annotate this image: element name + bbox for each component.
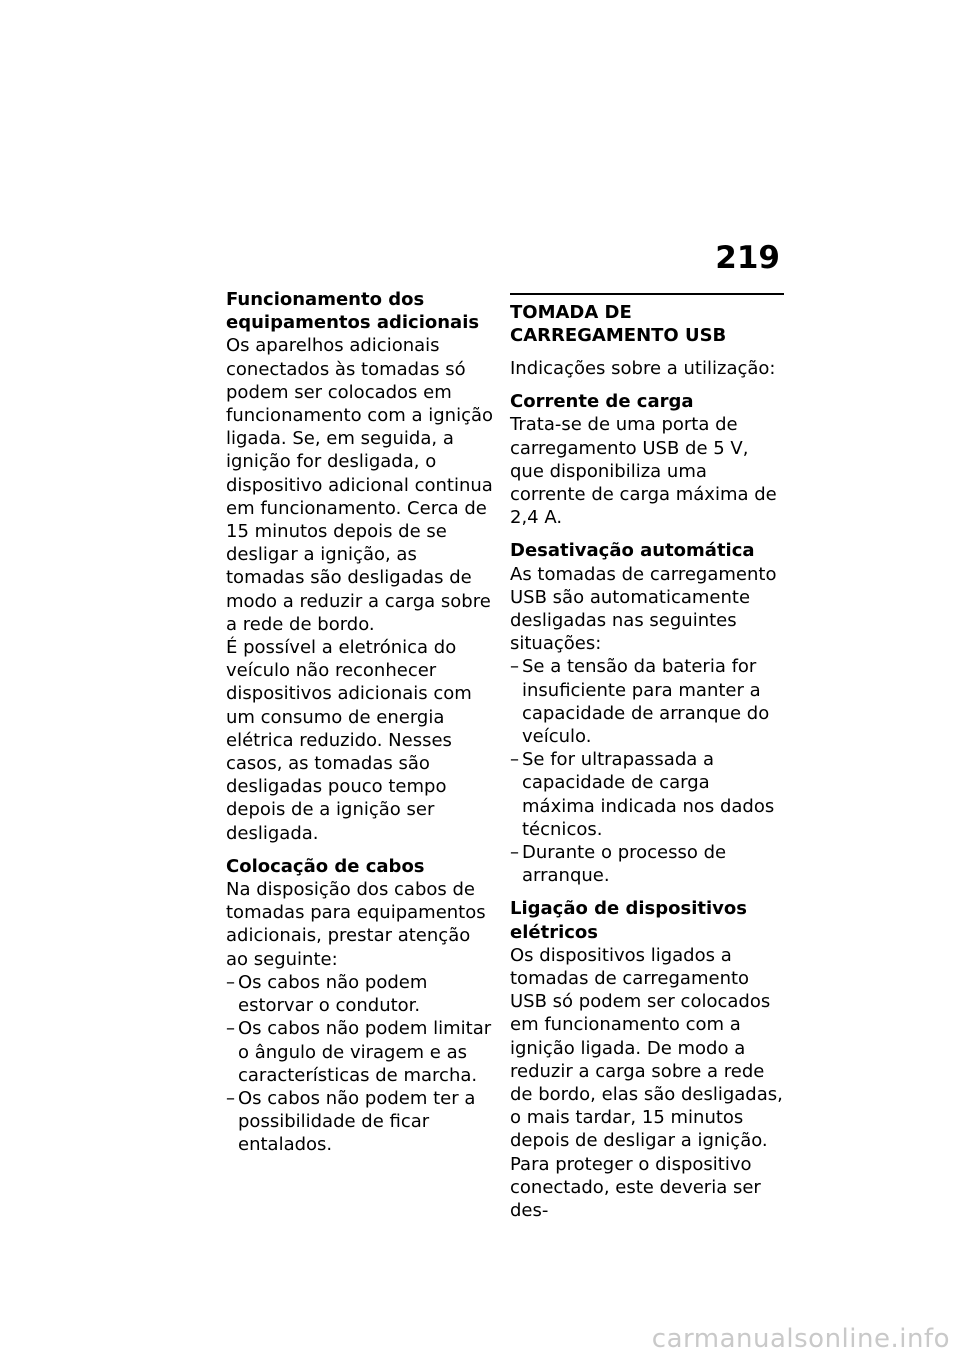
paragraph: As tomadas de carregamento USB são automaticamente desligadas nas seguintes situações: (510, 563, 777, 655)
section-divider (510, 293, 784, 295)
paragraph: Indicações sobre a utilização: (510, 357, 776, 379)
paragraph: Na disposição dos cabos de tomadas para equipamentos adicionais, prestar atenção ao seguinte: (226, 879, 486, 970)
left-column (226, 288, 494, 1157)
dash-bullet: – (226, 971, 235, 993)
section-title-usb: TOMADA DE CARREGAMENTO USB (510, 301, 727, 346)
cable-rules-list (226, 971, 494, 1157)
list-item: – Os cabos não podem limitar o ângulo de viragem e as características de marcha. (226, 1018, 492, 1086)
watermark: carmanualsonline.info (651, 1324, 950, 1354)
dash-bullet: – (510, 656, 519, 678)
dash-bullet: – (510, 841, 519, 863)
dash-bullet: – (226, 1018, 235, 1040)
section-heading-devices: Ligação de dispositivos elétricos (510, 898, 747, 943)
list-item: – Os cabos não podem estorvar o condutor. (226, 971, 428, 1017)
page-number: 219 (715, 240, 780, 276)
section-heading-current: Corrente de carga (510, 391, 694, 413)
paragraph: Trata-se de uma porta de carregamento USB de 5 V, que disponibiliza uma corrente de carga máxima de 2,4 A. (510, 414, 777, 529)
list-item: – Se a tensão da bateria for insuficiente para manter a capacidade de arranque do veículo. (510, 656, 770, 747)
right-column (510, 288, 784, 1222)
dash-bullet: – (510, 749, 519, 771)
section-heading-auto-off: Desativação automática (510, 540, 755, 562)
section-heading-cables: Colocação de cabos (226, 855, 425, 877)
paragraph: Os aparelhos adicionais conectados às tomadas só podem ser colocados em funcionamento com a ignição ligada. Se, em seguida, a ignição for desligada, o dispositivo adicional continua em funcionamento. Cerca de 15 minutos depois de se desligar a ignição, as tomadas são desligadas de modo a reduzir a carga sobre a rede de bordo. (226, 335, 494, 635)
list-item: – Durante o processo de arranque. (510, 841, 727, 887)
list-item: – Os cabos não podem ter a possibilidade de ficar entalados. (226, 1087, 476, 1156)
list-item: – Se for ultrapassada a capacidade de carga máxima indicada nos dados técnicos. (510, 749, 775, 840)
section-heading-equipment: Funcionamento dos equipamentos adicionais (226, 289, 480, 334)
dash-bullet: – (226, 1087, 235, 1109)
paragraph: É possível a eletrónica do veículo não reconhecer dispositivos adicionais com um consumo de energia elétrica reduzido. Nesses casos, as tomadas são desligadas pouco tempo depois de a ignição ser desligada. (226, 637, 472, 844)
paragraph: Para proteger o dispositivo conectado, este deveria ser des- (510, 1153, 761, 1222)
paragraph: Os dispositivos ligados a tomadas de carregamento USB só podem ser colocados em funcionamento com a ignição ligada. De modo a reduzir a carga sobre a rede de bordo, elas são desligadas, o mais tardar, 15 minutos depois de desligar a ignição. (510, 944, 783, 1152)
auto-off-list (510, 655, 784, 887)
